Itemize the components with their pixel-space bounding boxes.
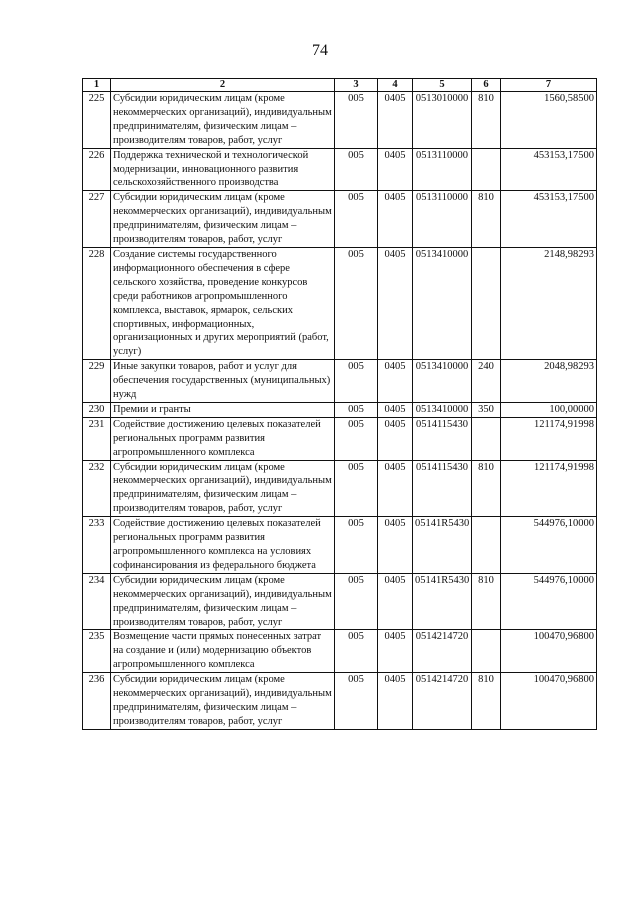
row-code-3: 005 — [335, 417, 378, 460]
row-code-5: 05141R5430 — [413, 517, 472, 574]
row-code-3: 005 — [335, 630, 378, 673]
row-name: Иные закупки товаров, работ и услуг для обеспечения государственных (муниципальных) нужд — [111, 360, 335, 403]
row-code-3: 005 — [335, 148, 378, 191]
row-amount: 1560,58500 — [501, 92, 597, 149]
row-code-5: 0513110000 — [413, 148, 472, 191]
row-amount: 100470,96800 — [501, 630, 597, 673]
table-row — [83, 417, 597, 460]
row-code-6: 810 — [472, 673, 501, 730]
row-code-5: 0514115430 — [413, 460, 472, 517]
table-row — [83, 148, 597, 191]
table-row — [83, 573, 597, 630]
row-number: 232 — [83, 460, 111, 517]
row-name: Субсидии юридическим лицам (кроме некоммерческих организаций), индивидуальным предпринимателям, физическим лицам – производителям товаров, работ, услуг — [111, 460, 335, 517]
row-amount: 544976,10000 — [501, 573, 597, 630]
row-number: 227 — [83, 191, 111, 248]
page-number: 74 — [312, 42, 328, 59]
row-code-6: 810 — [472, 460, 501, 517]
row-code-5: 0514214720 — [413, 630, 472, 673]
row-code-3: 005 — [335, 517, 378, 574]
row-code-6 — [472, 247, 501, 359]
row-number: 226 — [83, 148, 111, 191]
row-code-4: 0405 — [378, 92, 413, 149]
row-code-6: 810 — [472, 573, 501, 630]
row-name: Создание системы государственного информационного обеспечения в сфере сельского хозяйства, проведение конкурсов среди работников агропромышленного комплекса, выставок, ярмарок, сельских спортивных, информационных, организационных и других мероприятий (работ, услуг) — [111, 247, 335, 359]
row-name: Возмещение части прямых понесенных затрат на создание и (или) модернизацию объектов агропромышленного комплекса — [111, 630, 335, 673]
row-code-4: 0405 — [378, 360, 413, 403]
row-code-5: 0513110000 — [413, 191, 472, 248]
row-code-4: 0405 — [378, 673, 413, 730]
row-code-3: 005 — [335, 92, 378, 149]
table-row — [83, 517, 597, 574]
table-row — [83, 630, 597, 673]
row-code-3: 005 — [335, 460, 378, 517]
row-name: Содействие достижению целевых показателей региональных программ развития агропромышленного комплекса — [111, 417, 335, 460]
row-code-5: 0513410000 — [413, 402, 472, 417]
row-number: 236 — [83, 673, 111, 730]
row-code-6 — [472, 630, 501, 673]
row-code-6 — [472, 517, 501, 574]
row-number: 233 — [83, 517, 111, 574]
row-number: 230 — [83, 402, 111, 417]
row-name: Субсидии юридическим лицам (кроме некоммерческих организаций), индивидуальным предпринимателям, физическим лицам – производителям товаров, работ, услуг — [111, 573, 335, 630]
row-number: 231 — [83, 417, 111, 460]
budget-table — [82, 78, 597, 730]
row-code-6: 810 — [472, 191, 501, 248]
row-number: 228 — [83, 247, 111, 359]
row-code-4: 0405 — [378, 148, 413, 191]
column-header: 5 — [413, 79, 472, 92]
row-code-4: 0405 — [378, 191, 413, 248]
row-code-6 — [472, 148, 501, 191]
row-number: 235 — [83, 630, 111, 673]
row-code-5: 0514214720 — [413, 673, 472, 730]
row-code-6: 810 — [472, 92, 501, 149]
row-code-3: 005 — [335, 191, 378, 248]
row-name: Содействие достижению целевых показателей региональных программ развития агропромышленного комплекса на условиях софинансирования из федерального бюджета — [111, 517, 335, 574]
row-code-5: 05141R5430 — [413, 573, 472, 630]
row-amount: 544976,10000 — [501, 517, 597, 574]
table-row — [83, 92, 597, 149]
row-number: 229 — [83, 360, 111, 403]
table-row — [83, 460, 597, 517]
row-code-6 — [472, 417, 501, 460]
row-number: 234 — [83, 573, 111, 630]
row-amount: 121174,91998 — [501, 460, 597, 517]
row-amount: 100,00000 — [501, 402, 597, 417]
row-amount: 453153,17500 — [501, 148, 597, 191]
column-header: 1 — [83, 79, 111, 92]
row-code-5: 0514115430 — [413, 417, 472, 460]
row-name: Поддержка технической и технологической модернизации, инновационного развития сельскохозяйственного производства — [111, 148, 335, 191]
table-row — [83, 360, 597, 403]
row-name: Субсидии юридическим лицам (кроме некоммерческих организаций), индивидуальным предпринимателям, физическим лицам – производителям товаров, работ, услуг — [111, 673, 335, 730]
table-row — [83, 247, 597, 359]
row-name: Премии и гранты — [111, 402, 335, 417]
row-code-6: 240 — [472, 360, 501, 403]
row-code-4: 0405 — [378, 630, 413, 673]
row-code-6: 350 — [472, 402, 501, 417]
table-body — [83, 92, 597, 730]
row-code-3: 005 — [335, 247, 378, 359]
column-header: 7 — [501, 79, 597, 92]
row-code-4: 0405 — [378, 247, 413, 359]
table-row — [83, 673, 597, 730]
table-row — [83, 191, 597, 248]
table-row — [83, 402, 597, 417]
header-row — [83, 79, 597, 92]
row-amount: 2048,98293 — [501, 360, 597, 403]
row-code-3: 005 — [335, 402, 378, 417]
row-code-4: 0405 — [378, 517, 413, 574]
column-header: 6 — [472, 79, 501, 92]
column-header: 4 — [378, 79, 413, 92]
row-amount: 453153,17500 — [501, 191, 597, 248]
row-code-4: 0405 — [378, 402, 413, 417]
row-number: 225 — [83, 92, 111, 149]
row-code-3: 005 — [335, 673, 378, 730]
row-code-3: 005 — [335, 573, 378, 630]
column-header: 2 — [111, 79, 335, 92]
row-code-5: 0513010000 — [413, 92, 472, 149]
row-code-4: 0405 — [378, 573, 413, 630]
row-code-4: 0405 — [378, 460, 413, 517]
row-amount: 121174,91998 — [501, 417, 597, 460]
row-amount: 2148,98293 — [501, 247, 597, 359]
row-code-5: 0513410000 — [413, 360, 472, 403]
row-code-4: 0405 — [378, 417, 413, 460]
row-amount: 100470,96800 — [501, 673, 597, 730]
row-name: Субсидии юридическим лицам (кроме некоммерческих организаций), индивидуальным предпринимателям, физическим лицам – производителям товаров, работ, услуг — [111, 191, 335, 248]
row-code-5: 0513410000 — [413, 247, 472, 359]
column-header: 3 — [335, 79, 378, 92]
row-code-3: 005 — [335, 360, 378, 403]
row-name: Субсидии юридическим лицам (кроме некоммерческих организаций), индивидуальным предпринимателям, физическим лицам – производителям товаров, работ, услуг — [111, 92, 335, 149]
